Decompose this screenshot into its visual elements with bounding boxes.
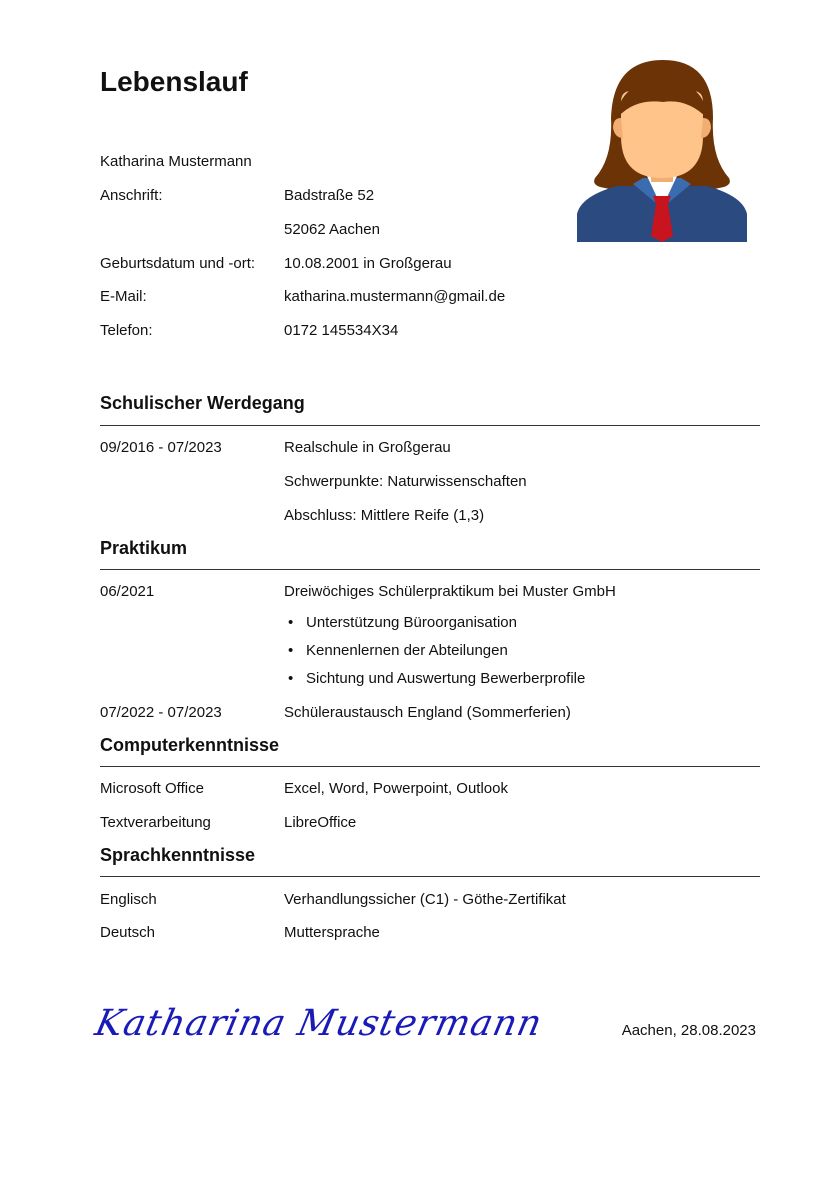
handwritten-signature: Katharina Mustermann: [91, 1003, 547, 1044]
internship-period: 06/2021: [100, 583, 155, 600]
section-heading-computer: Computerkenntnisse: [100, 735, 280, 755]
language-value: Muttersprache: [284, 924, 380, 941]
section-divider: [100, 425, 760, 426]
skill-label: Textverarbeitung: [100, 814, 211, 831]
address-city: 52062 Aachen: [284, 221, 380, 238]
address-label: Anschrift:: [100, 187, 163, 204]
birth-label: Geburtsdatum und -ort:: [100, 255, 256, 272]
email-value: katharina.mustermann@gmail.de: [284, 288, 506, 305]
school-focus: Schwerpunkte: Naturwissenschaften: [284, 473, 527, 490]
female-avatar-icon: [577, 58, 747, 242]
email-label: E-Mail:: [100, 288, 147, 305]
section-heading-languages: Sprachkenntnisse: [100, 845, 256, 865]
phone-label: Telefon:: [100, 322, 153, 339]
list-item: • Sichtung und Auswertung Bewerberprofile: [306, 669, 585, 689]
exchange-title: Schüleraustausch England (Sommerferien): [284, 704, 571, 721]
full-name: Katharina Mustermann: [100, 153, 252, 170]
language-value: Verhandlungssicher (C1) - Göthe-Zertifikat: [284, 891, 566, 908]
internship-title: Dreiwöchiges Schülerpraktikum bei Muster GmbH: [284, 583, 616, 600]
skill-label: Microsoft Office: [100, 780, 204, 797]
school-degree: Abschluss: Mittlere Reife (1,3): [284, 507, 485, 524]
section-heading-school: Schulischer Werdegang: [100, 393, 305, 413]
birth-value: 10.08.2001 in Großgerau: [284, 255, 452, 272]
list-item: • Kennenlernen der Abteilungen: [306, 641, 508, 661]
language-label: Deutsch: [100, 924, 156, 941]
list-item: • Unterstützung Büroorganisation: [306, 613, 517, 633]
place-date: Aachen, 28.08.2023: [621, 1022, 756, 1039]
phone-value: 0172 145534X34: [284, 322, 399, 339]
section-divider: [100, 876, 760, 877]
section-heading-internship: Praktikum: [100, 538, 188, 558]
language-label: Englisch: [100, 891, 157, 908]
section-divider: [100, 569, 760, 570]
skill-value: Excel, Word, Powerpoint, Outlook: [284, 780, 508, 797]
skill-value: LibreOffice: [284, 814, 357, 831]
section-divider: [100, 766, 760, 767]
address-street: Badstraße 52: [284, 187, 375, 204]
exchange-period: 07/2022 - 07/2023: [100, 704, 222, 721]
school-name: Realschule in Großgerau: [284, 439, 451, 456]
school-period: 09/2016 - 07/2023: [100, 439, 222, 456]
page-title: Lebenslauf: [100, 66, 248, 97]
